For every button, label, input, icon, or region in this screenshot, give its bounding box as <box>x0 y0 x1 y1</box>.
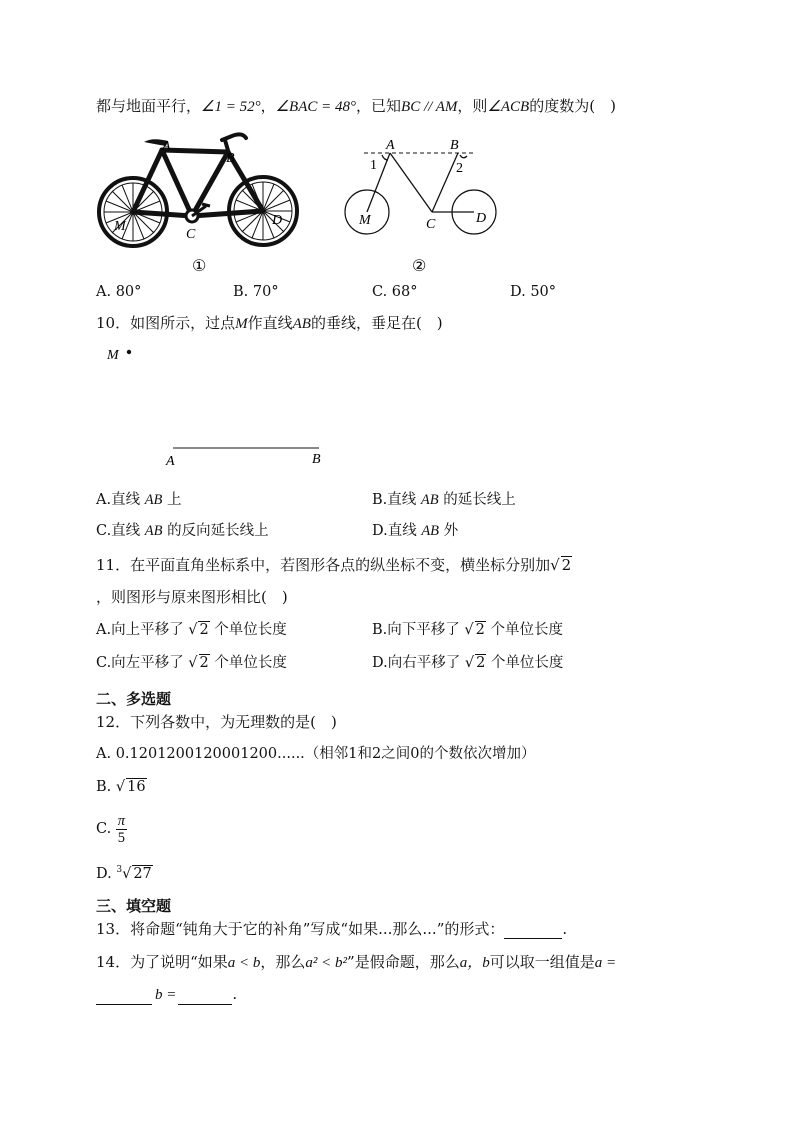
q11-option-c[interactable] <box>96 653 287 673</box>
q13-stem-text: 13．将命题“钝角大于它的补角”写成“如果...那么...”的形式： <box>96 920 505 938</box>
q14-eq-a: a = <box>594 955 617 971</box>
q12-d-root-index: 3 <box>116 865 123 875</box>
q11-radicand: 2 <box>561 556 572 574</box>
q10-stem <box>96 313 443 334</box>
sqrt-symbol: √ <box>188 655 198 671</box>
q12-d-radicand: 27 <box>133 865 152 882</box>
sqrt-symbol: √ <box>464 655 475 671</box>
q12-d-pre: D. <box>96 865 117 882</box>
geo-label-a: A <box>386 138 395 153</box>
q10-label-a: A <box>166 454 175 469</box>
q11-option-a[interactable] <box>96 620 287 640</box>
sqrt-symbol: √ <box>464 622 474 638</box>
sqrt-symbol: √ <box>115 779 126 795</box>
q11-a-radicand: 2 <box>199 622 209 638</box>
q11-a-post: 个单位长度 <box>209 622 287 638</box>
q10-figure <box>100 340 340 475</box>
q9-tail: 的度数为( ) <box>529 97 616 115</box>
q10-stem-b: 作直线 <box>247 314 293 332</box>
geo-label-m: M <box>359 213 371 228</box>
q13-end: . <box>562 920 568 938</box>
q12-option-c[interactable] <box>96 810 127 848</box>
q10-option-d[interactable] <box>372 521 458 541</box>
q12-option-b[interactable] <box>96 777 147 797</box>
sqrt-symbol: √ <box>188 622 198 638</box>
q10-label-b: B <box>312 452 321 467</box>
q12-c-denominator: 5 <box>117 829 126 846</box>
sqrt-symbol: √ <box>550 556 560 574</box>
bicycle-figure <box>94 126 314 276</box>
geo-label-b: B <box>450 138 459 153</box>
q10-b-pre: B.直线 <box>372 492 421 508</box>
q10-option-b[interactable] <box>372 490 516 510</box>
q12-c-fraction <box>116 813 127 846</box>
q11-stem-text: 11．在平面直角坐标系中，若图形各点的纵坐标不变，横坐标分别加 <box>96 556 551 574</box>
bicycle-label-b: B <box>226 151 235 166</box>
q14-conclusion: a² < b² <box>305 955 348 971</box>
q14-vars: a，b <box>459 955 490 971</box>
q9-condition-bac: ∠BAC = 48° <box>275 99 357 115</box>
segment-ac <box>390 153 432 212</box>
figure-1-caption: ① <box>192 258 207 275</box>
q11-d-radicand: 2 <box>476 655 486 671</box>
q12-c-numerator: π <box>117 812 126 829</box>
q9-condition-angle1: ∠1 = 52° <box>201 99 261 115</box>
bicycle-label-a: A <box>162 139 171 154</box>
bicycle-label-c: C <box>186 227 196 242</box>
q11-b-pre: B.向下平移了 <box>372 622 465 638</box>
point-m <box>127 350 131 354</box>
q11-stem <box>96 555 572 575</box>
geometry-figure <box>340 130 510 276</box>
q14-stem <box>96 952 616 973</box>
section-heading-multiple-choice: 二、多选题 <box>96 690 172 708</box>
q10-d-pre: D.直线 <box>372 523 422 539</box>
q14-eq-b: b = <box>155 987 177 1003</box>
q10-b-post: 的延长线上 <box>438 492 516 508</box>
q9-sep2: ，已知 <box>356 97 402 115</box>
q10-c-pre: C.直线 <box>96 523 145 539</box>
q9-sep1: ， <box>260 97 276 115</box>
q12-option-a[interactable]: A. 0.1201200120001200......（相邻1和2之间0的个数依次增加） <box>96 746 536 762</box>
q11-c-radicand: 2 <box>199 655 209 671</box>
geo-label-1: 1 <box>370 158 377 173</box>
q9-sep3: ，则 <box>457 97 488 115</box>
q10-a-var: AB <box>144 492 163 508</box>
q14-answer-line <box>96 984 237 1005</box>
q11-b-radicand: 2 <box>475 622 485 638</box>
q9-option-c[interactable]: C. 68° <box>372 284 418 300</box>
q10-point-m: M <box>235 316 248 332</box>
q9-option-b[interactable]: B. 70° <box>233 284 279 300</box>
q9-stem <box>96 96 616 117</box>
angle-2-arc <box>460 155 467 158</box>
q12-stem: 12．下列各数中，为无理数的是( ) <box>96 713 337 731</box>
q10-b-var: AB <box>420 492 439 508</box>
q12-b-radicand: 16 <box>127 779 146 795</box>
q10-option-a[interactable] <box>96 490 182 510</box>
q14-condition: a < b <box>227 955 261 971</box>
q9-option-a[interactable]: A. 80° <box>96 284 142 300</box>
q10-a-post: 上 <box>162 492 182 508</box>
q12-c-pre: C. <box>96 821 116 837</box>
q9-target-angle: ∠ACB <box>487 99 530 115</box>
q12-option-d[interactable] <box>96 860 153 884</box>
q11-c-pre: C.向左平移了 <box>96 655 189 671</box>
q10-d-var: AB <box>421 523 440 539</box>
q14-answer-a-blank[interactable] <box>96 989 152 1005</box>
q10-option-c[interactable] <box>96 521 269 541</box>
q14-answer-b-blank[interactable] <box>178 989 232 1005</box>
q14-stem-b: ，那么 <box>260 953 306 971</box>
figure-2-caption: ② <box>412 258 427 275</box>
q11-stem-2: ，则图形与原来图形相比( ) <box>96 588 288 606</box>
q10-a-pre: A.直线 <box>96 492 145 508</box>
q14-stem-c: ”是假命题，那么 <box>347 953 460 971</box>
q10-line-ab: AB <box>292 316 311 332</box>
q14-end: . <box>232 985 238 1003</box>
q11-option-b[interactable] <box>372 620 563 640</box>
geo-label-c: C <box>426 217 436 232</box>
q13-stem <box>96 919 567 939</box>
q11-option-d[interactable] <box>372 653 563 673</box>
geo-label-2: 2 <box>456 161 463 176</box>
q14-stem-a: 14．为了说明“如果 <box>96 953 228 971</box>
q10-label-m: M <box>107 348 119 363</box>
q11-d-post: 个单位长度 <box>486 655 564 671</box>
bicycle-label-d: D <box>272 213 283 228</box>
q10-c-post: 的反向延长线上 <box>162 523 269 539</box>
bicycle-label-m: M <box>114 219 126 234</box>
geo-label-d: D <box>476 211 487 226</box>
q11-b-post: 个单位长度 <box>485 622 563 638</box>
q10-c-var: AB <box>144 523 163 539</box>
section-heading-fill-in: 三、填空题 <box>96 897 172 915</box>
q9-condition-parallel: BC // AM <box>401 99 458 115</box>
q11-c-post: 个单位长度 <box>209 655 287 671</box>
sqrt-symbol: √ <box>122 865 132 882</box>
q14-stem-d: 可以取一组值是 <box>489 953 595 971</box>
q11-d-pre: D.向右平移了 <box>372 655 465 671</box>
q13-answer-blank[interactable] <box>504 923 562 939</box>
q9-option-d[interactable]: D. 50° <box>510 284 557 300</box>
q10-stem-a: 10．如图所示，过点 <box>96 314 236 332</box>
q10-d-post: 外 <box>439 523 459 539</box>
q12-b-pre: B. <box>96 779 116 795</box>
q9-intro: 都与地面平行， <box>96 97 202 115</box>
q10-stem-c: 的垂线，垂足在( ) <box>310 314 443 332</box>
q11-a-pre: A.向上平移了 <box>96 622 189 638</box>
